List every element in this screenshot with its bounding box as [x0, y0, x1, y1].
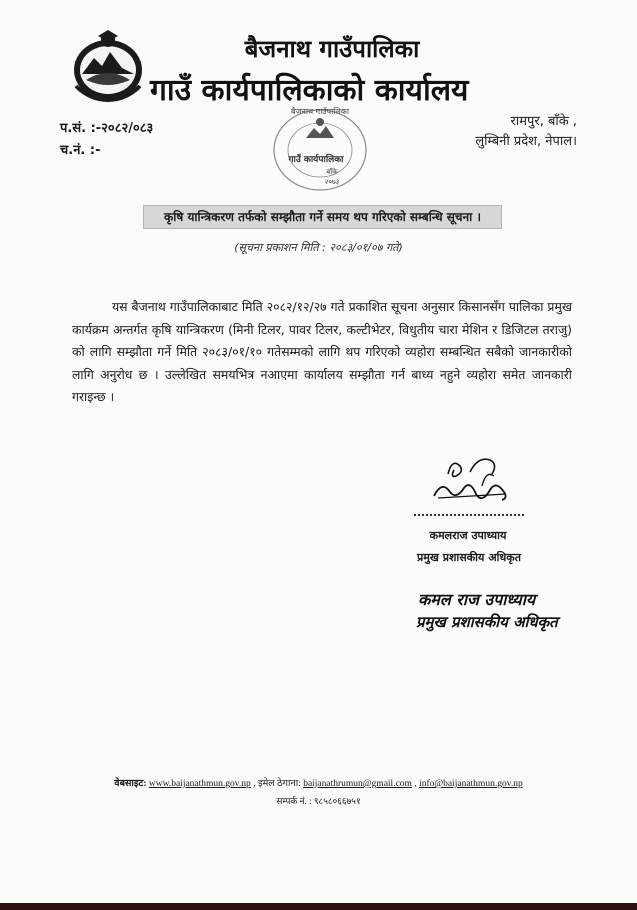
office-address — [475, 112, 577, 152]
letter-number: प.सं. :-२०८२/०८३ — [60, 121, 154, 136]
bottom-edge-bar — [0, 903, 637, 910]
email-link-1[interactable]: baijanathrumun@gmail.com — [303, 779, 412, 789]
footer-separator-2: , — [411, 779, 420, 789]
address-line-2: लुम्बिनी प्रदेश, नेपाल। — [475, 134, 577, 149]
signature-line — [414, 514, 524, 516]
seal-text-top: बैजनाथ गाउँपालिका — [291, 107, 349, 116]
seal-text-bottom: गाउँ कार्यपालिका — [288, 155, 344, 165]
dispatch-number: च.नं. :- — [60, 143, 101, 158]
footer-links-line — [0, 776, 637, 793]
footer-separator-1: , इमेल ठेगाना: — [250, 779, 304, 789]
seal-year: २०७३ — [324, 178, 340, 186]
title-stamp: प्रमुख प्रशासकीय अधिकृत — [416, 613, 558, 631]
website-link[interactable]: www.baijanathmun.gov.np — [148, 779, 251, 789]
signer-title: प्रमुख प्रशासकीय अधिकृत — [417, 551, 521, 564]
contact-number: सम्पर्क नं. : ९८५८०६६७५१ — [276, 796, 361, 806]
notice-body: यस बैजनाथ गाउँपालिकाबाट मिति २०८२/१२/२७ गते प्रकाशित सूचना अनुसार किसानसँग पालिका प्रमुख कार्यक्रम अन्तर्गत कृषि यान्त्रिकरण (मिनी टिलर, पावर टिलर, कल्टीभेटर, विधुतीय चारा मेशिन र डिजिटल तराजु) को लागि सम्झौता गर्ने मिति २०८३/०१/१० गतेसम्मको लागि थप गरिएको व्यहोरा सम्बन्धित सबैको जानकारीको लागि अनुरोध छ । उल्लेखित समयभित्र नआएमा कार्यालय सम्झौता गर्न बाध्य नहुने व्यहोरा समेत जानकारी गराइन्छ । — [72, 299, 572, 405]
publish-date: (सूचना प्रकाशन मिति : २०८३/०१/०७ गते) — [234, 241, 403, 254]
nepal-emblem-logo — [70, 30, 146, 104]
seal-place: बाँके — [326, 168, 338, 176]
handwritten-signature — [420, 450, 520, 512]
footer — [0, 776, 637, 810]
office-seal-stamp — [266, 104, 374, 196]
email-link-2[interactable]: info@baijanathmun.gov.np — [419, 779, 523, 789]
signer-name: कमलराज उपाध्याय — [429, 529, 507, 542]
reference-block — [60, 118, 153, 162]
notice-subject: कृषि यान्त्रिकरण तर्फको सम्झौता गर्ने समय थप गरिएको सम्बन्धि सूचना । — [143, 205, 502, 229]
address-line-1: रामपुर, बाँके , — [510, 114, 577, 129]
name-stamp: कमल राज उपाध्याय — [418, 590, 536, 609]
office-name: गाउँ कार्यपालिकाको कार्यालय — [150, 73, 469, 108]
website-label: वेबसाइट: — [114, 779, 147, 789]
organization-name: बैजनाथ गाउँपालिका — [244, 35, 420, 63]
